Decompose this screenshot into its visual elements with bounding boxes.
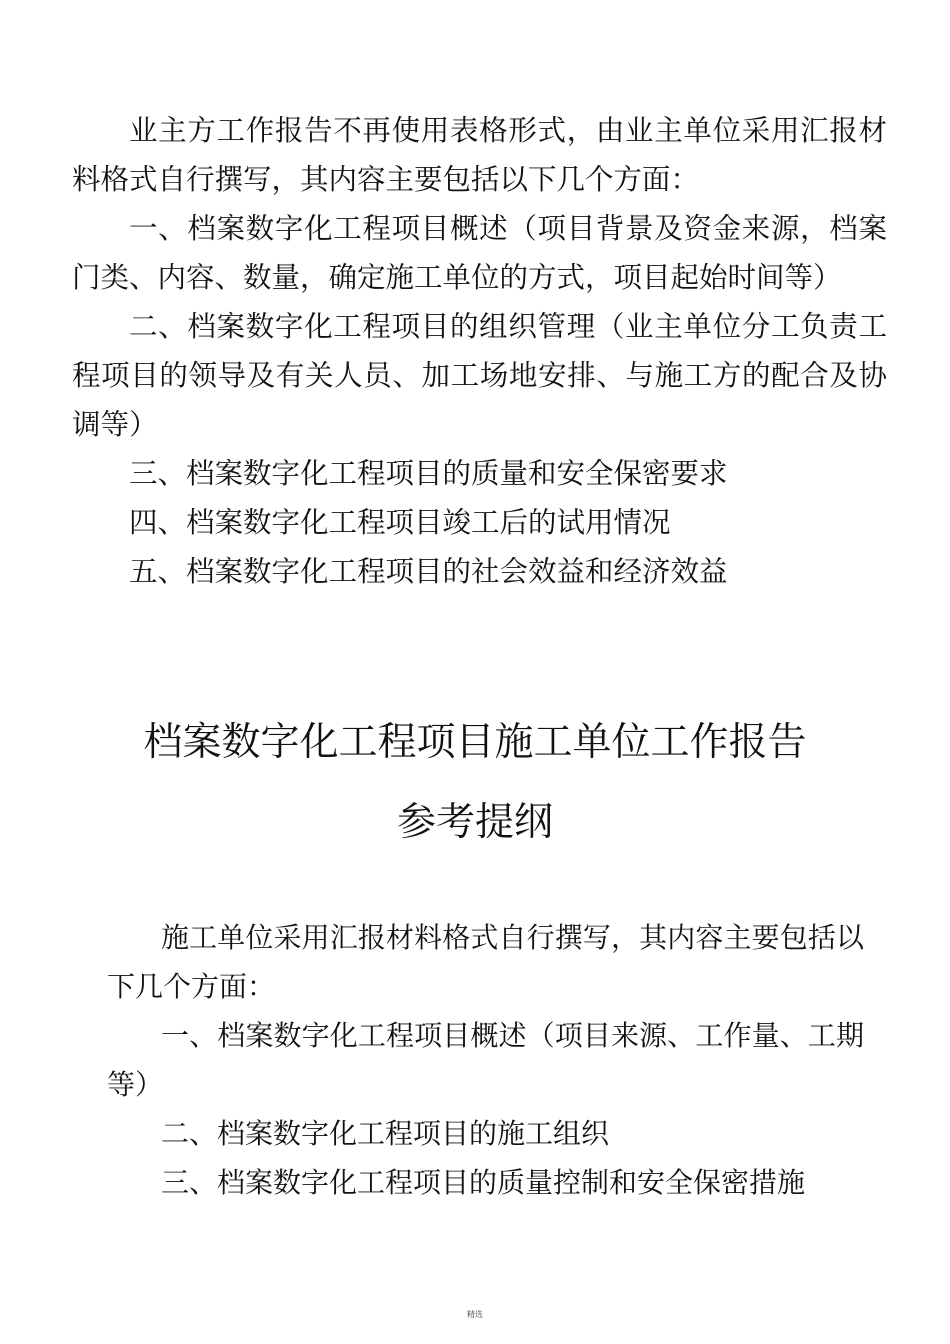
owner-report-section	[72, 106, 887, 596]
contractor-report-item: 二、档案数字化工程项目的施工组织	[161, 1117, 610, 1150]
owner-report-item: 五、档案数字化工程项目的社会效益和经济效益	[129, 555, 728, 588]
owner-report-item: 一、档案数字化工程项目概述（项目背景及资金来源，档案门类、内容、数量，确定施工单位的方式，项目起始时间等）	[72, 212, 887, 294]
contractor-report-intro: 施工单位采用汇报材料格式自行撰写，其内容主要包括以下几个方面：	[107, 921, 864, 1003]
owner-report-intro: 业主方工作报告不再使用表格形式，由业主单位采用汇报材料格式自行撰写，其内容主要包括以下几个方面：	[72, 114, 887, 196]
owner-report-item: 二、档案数字化工程项目的组织管理（业主单位分工负责工程项目的领导及有关人员、加工场地安排、与施工方的配合及协调等）	[72, 310, 887, 441]
contractor-report-title: 档案数字化工程项目施工单位工作报告	[143, 720, 807, 765]
contractor-report-item: 三、档案数字化工程项目的质量控制和安全保密措施	[161, 1166, 806, 1199]
contractor-report-section	[107, 913, 864, 1207]
owner-report-item: 四、档案数字化工程项目竣工后的试用情况	[129, 506, 671, 539]
owner-report-item: 三、档案数字化工程项目的质量和安全保密要求	[129, 457, 728, 490]
page-footer-mark: 精选	[467, 1310, 483, 1319]
contractor-report-item: 一、档案数字化工程项目概述（项目来源、工作量、工期等）	[107, 1019, 864, 1101]
contractor-report-subtitle: 参考提纲	[396, 800, 553, 845]
